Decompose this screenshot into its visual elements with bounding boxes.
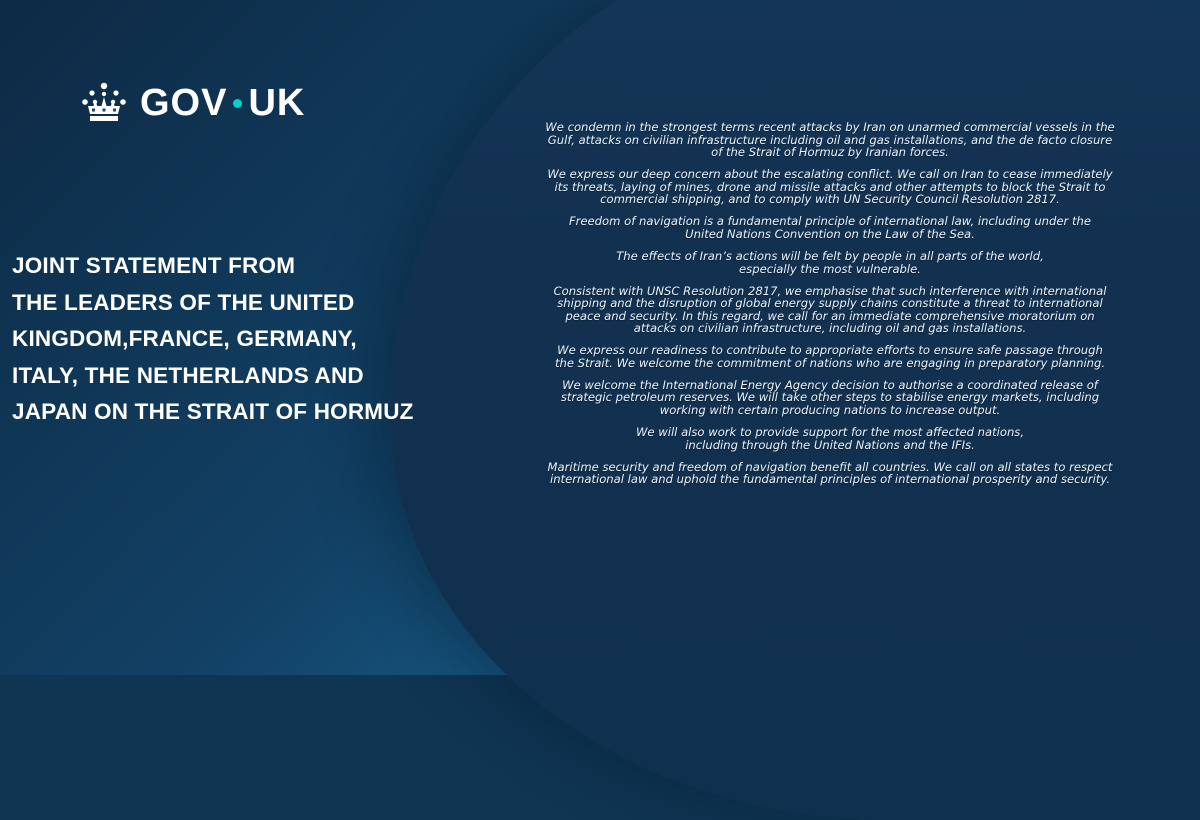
uk-text: UK [248,82,306,124]
statement-paragraph: Freedom of navigation is a fundamental principle of international law, including under the United Nations Convention on the Law of the Sea. [568,214,1092,241]
joint-statement-title [12,248,462,431]
statement-paragraph: We express our readiness to contribute to appropriate efforts to ensure safe passage through the Strait. We welcome the commitment of nations who are engaging in preparatory planning. [554,343,1106,370]
statement-paragraph: We express our deep concern about the escalating conflict. We call on Iran to cease immediately its threats, laying of mines, drone and missile attacks and other attempts to block the Strait to commercial shipping, and to comply with UN Security Council Resolution 2817. [547,167,1113,207]
statement-paragraph: We will also work to provide support for the most affected nations, including through the United Nations and the IFIs. [635,425,1025,452]
gov-uk-logo [80,80,305,126]
gov-text: GOV [140,82,228,124]
title-line: JAPAN ON THE STRAIT OF HORMUZ [12,399,414,424]
statement-paragraph: We welcome the International Energy Agency decision to authorise a coordinated release of strategic petroleum reserves. We will take other steps to stabilise energy markets, including working with certain producing nations to increase output. [560,377,1100,418]
title-line: KINGDOM,FRANCE, GERMANY, [12,326,357,351]
crown-icon [80,80,128,126]
statement-paragraph: We condemn in the strongest terms recent attacks by Iran on unarmed commercial vessels in the Gulf, attacks on civilian infrastructure including oil and gas installations, and the de facto closure of the Strait of Hormuz by Iranian forces. [545,120,1115,160]
statement-paragraph: Maritime security and freedom of navigation benefit all countries. We call on all states to respect international law and uphold the fundamental principles of international prosperity and security. [547,459,1113,487]
gov-uk-wordmark [140,84,305,122]
title-line: JOINT STATEMENT FROM [12,253,296,278]
statement-body [486,121,1174,495]
statement-paragraph: Consistent with UNSC Resolution 2817, we emphasise that such interference with international shipping and the disruption of global energy supply chains constitute a threat to international peace and security. In this regard, we call for an immediate comprehensive moratorium on attacks on civilian infrastructure, including oil and gas installations. [553,283,1107,336]
statement-paragraph: The effects of Iran’s actions will be felt by people in all parts of the world, especially the most vulnerable. [616,248,1044,276]
title-line: THE LEADERS OF THE UNITED [12,289,355,315]
brand-dot [233,99,242,108]
title-line: ITALY, THE NETHERLANDS AND [12,362,364,388]
